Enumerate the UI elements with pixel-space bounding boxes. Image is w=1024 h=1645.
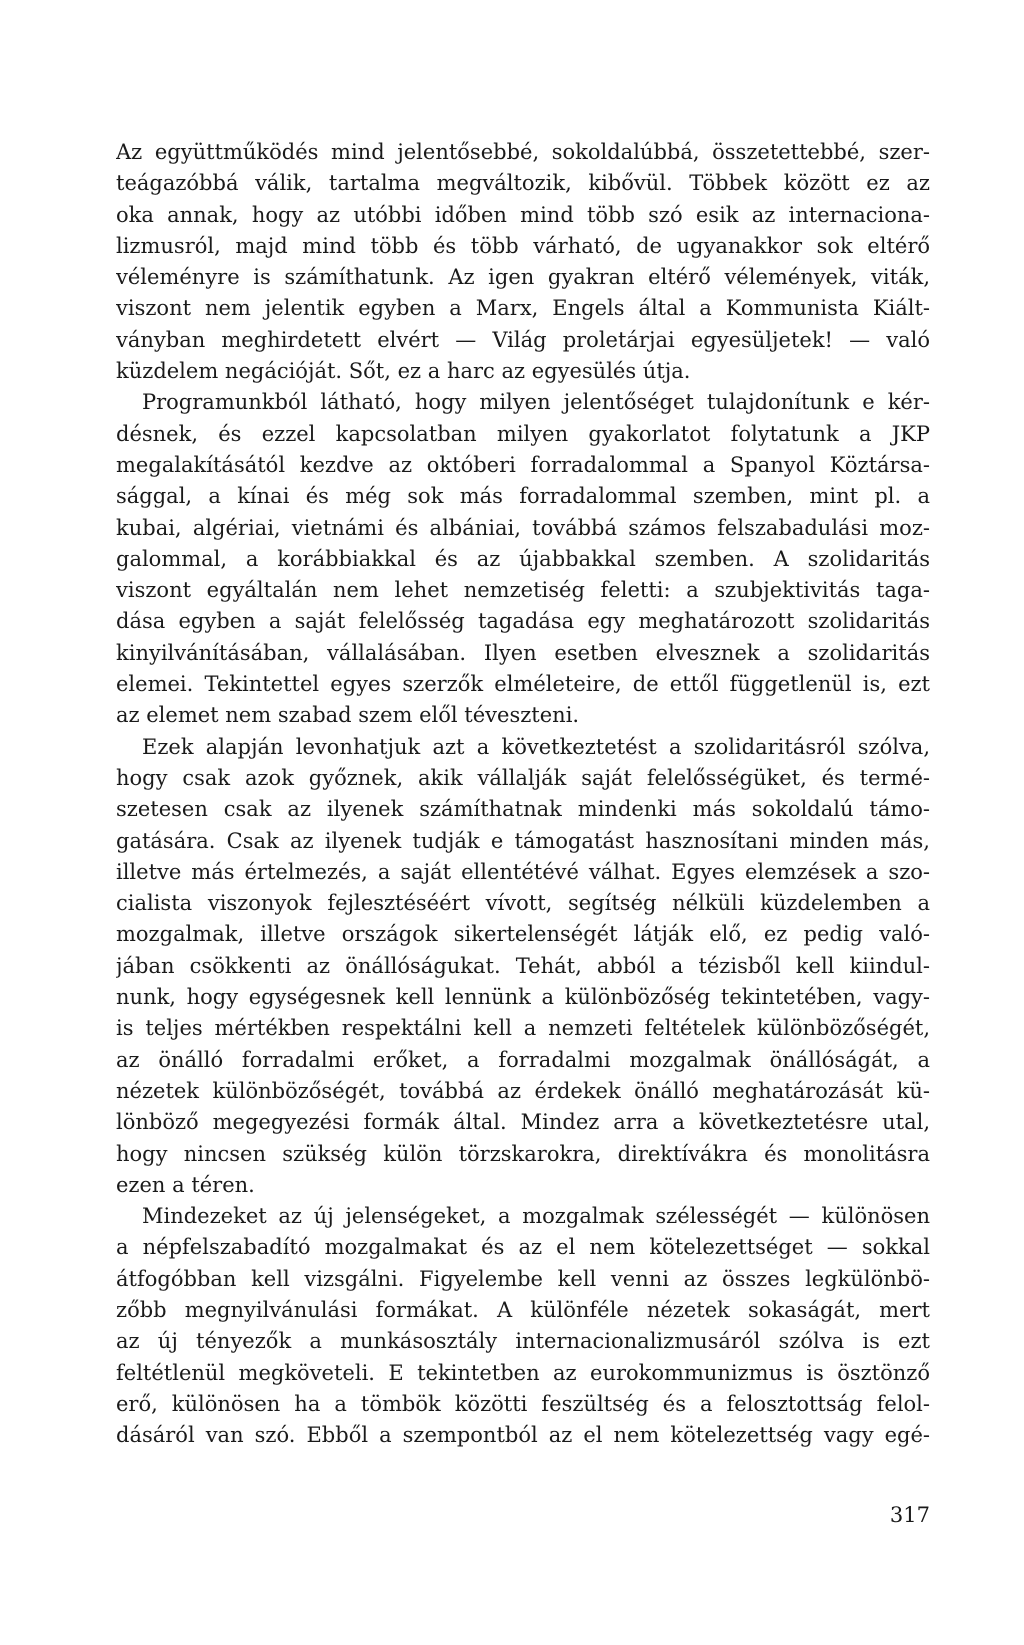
- text-line: Az együttműködés mind jelentősebbé, sokoldalúbbá, összetettebbé, szer-: [116, 140, 930, 164]
- text-line: hogy csak azok győznek, akik vállalják saját felelősségüket, és termé-: [116, 765, 930, 790]
- text-line: Ezek alapján levonhatjuk azt a következtetést a szolidaritásról szólva,: [142, 734, 930, 759]
- text-line: illetve más értelmezés, a saját ellentétévé válhat. Egyes elemzések a szo-: [116, 859, 930, 884]
- paragraph: [116, 137, 930, 387]
- text-line: dásáról van szó. Ebből a szempontból az el nem kötelezettség vagy egé-: [116, 1423, 930, 1448]
- text-line: erő, különösen ha a tömbök közötti feszültség és a felosztottság felol-: [116, 1391, 930, 1416]
- paragraph: [116, 387, 930, 731]
- text-line: viszont nem jelentik egyben a Marx, Engels által a Kommunista Kiált-: [116, 296, 930, 321]
- text-line: az új tényezők a munkásosztály internacionalizmusáról szólva is ezt: [116, 1329, 930, 1354]
- text-line: az önálló forradalmi erőket, a forradalmi mozgalmak önállóságát, a: [116, 1047, 930, 1072]
- text-line: désnek, és ezzel kapcsolatban milyen gyakorlatot folytatunk a JKP: [116, 421, 930, 446]
- text-line: átfogóbban kell vizsgálni. Figyelembe kell venni az összes legkülönbö-: [116, 1266, 930, 1291]
- text-line: hogy nincsen szükség külön törzskarokra, direktívákra és monolitásra: [116, 1141, 930, 1166]
- text-line: kubai, algériai, vietnámi és albániai, továbbá számos felszabadulási moz-: [116, 515, 930, 540]
- text-line: mozgalmak, illetve országok sikertelenségét látják elő, ez pedig való-: [116, 922, 930, 947]
- text-line: elemei. Tekintettel egyes szerzők elméleteire, de ettől függetlenül is, ezt: [116, 672, 930, 697]
- text-line: Mindezeket az új jelenségeket, a mozgalmak szélességét — különösen: [142, 1204, 930, 1229]
- paragraph: [116, 1201, 930, 1451]
- text-line: is teljes mértékben respektálni kell a nemzeti feltételek különbözőségét,: [116, 1016, 930, 1041]
- text-line: viszont egyáltalán nem lehet nemzetiség feletti: a szubjektivitás taga-: [116, 578, 930, 603]
- text-line: kinyilvánításában, vállalásában. Ilyen esetben elvesznek a szolidaritás: [116, 640, 930, 665]
- text-line: dása egyben a saját felelősség tagadása egy meghatározott szolidaritás: [116, 609, 930, 634]
- paragraph: [116, 732, 930, 1201]
- text-line: szetesen csak az ilyenek számíthatnak mindenki más sokoldalú támo-: [116, 797, 930, 822]
- text-line: nunk, hogy egységesnek kell lennünk a különbözőség tekintetében, vagy-: [116, 985, 930, 1010]
- text-line: ezen a téren.: [116, 1172, 255, 1197]
- text-line: az elemet nem szabad szem elől téveszteni.: [116, 703, 580, 728]
- text-line: galommal, a korábbiakkal és az újabbakkal szemben. A szolidaritás: [116, 546, 930, 571]
- text-line: megalakításától kezdve az októberi forradalommal a Spanyol Köztársa-: [116, 452, 930, 477]
- text-line: oka annak, hogy az utóbbi időben mind több szó esik az internaciona-: [116, 202, 930, 227]
- text-line: Programunkból látható, hogy milyen jelentőséget tulajdonítunk e kér-: [142, 390, 930, 415]
- text-line: jában csökkenti az önállóságukat. Tehát, abból a tézisből kell kiindul-: [116, 953, 930, 978]
- page-number: 317: [889, 1503, 930, 1527]
- text-line: ványban meghirdetett elvért — Világ proletárjai egyesüljetek! — való: [116, 327, 930, 352]
- text-line: küzdelem negációját. Sőt, ez a harc az egyesülés útja.: [116, 359, 691, 384]
- text-line: feltétlenül megköveteli. E tekintetben az eurokommunizmus is ösztönző: [116, 1360, 930, 1385]
- text-line: zőbb megnyilvánulási formákat. A különféle nézetek sokaságát, mert: [116, 1297, 930, 1322]
- text-line: teágazóbbá válik, tartalma megváltozik, kibővül. Többek között ez az: [116, 171, 930, 196]
- text-line: a népfelszabadító mozgalmakat és az el nem kötelezettséget — sokkal: [116, 1235, 930, 1260]
- body-text: [116, 137, 930, 1451]
- text-line: véleményre is számíthatunk. Az igen gyakran eltérő vélemények, viták,: [116, 265, 930, 290]
- text-line: cialista viszonyok fejlesztéséért vívott, segítség nélküli küzdelemben a: [116, 891, 930, 916]
- text-line: lizmusról, majd mind több és több várható, de ugyanakkor sok eltérő: [116, 233, 930, 258]
- text-line: lönböző megegyezési formák által. Mindez arra a következtetésre utal,: [116, 1110, 930, 1135]
- text-line: gatására. Csak az ilyenek tudják e támogatást hasznosítani minden más,: [116, 828, 930, 853]
- text-line: nézetek különbözőségét, továbbá az érdekek önálló meghatározását kü-: [116, 1078, 930, 1103]
- text-line: sággal, a kínai és még sok más forradalommal szemben, mint pl. a: [116, 484, 930, 509]
